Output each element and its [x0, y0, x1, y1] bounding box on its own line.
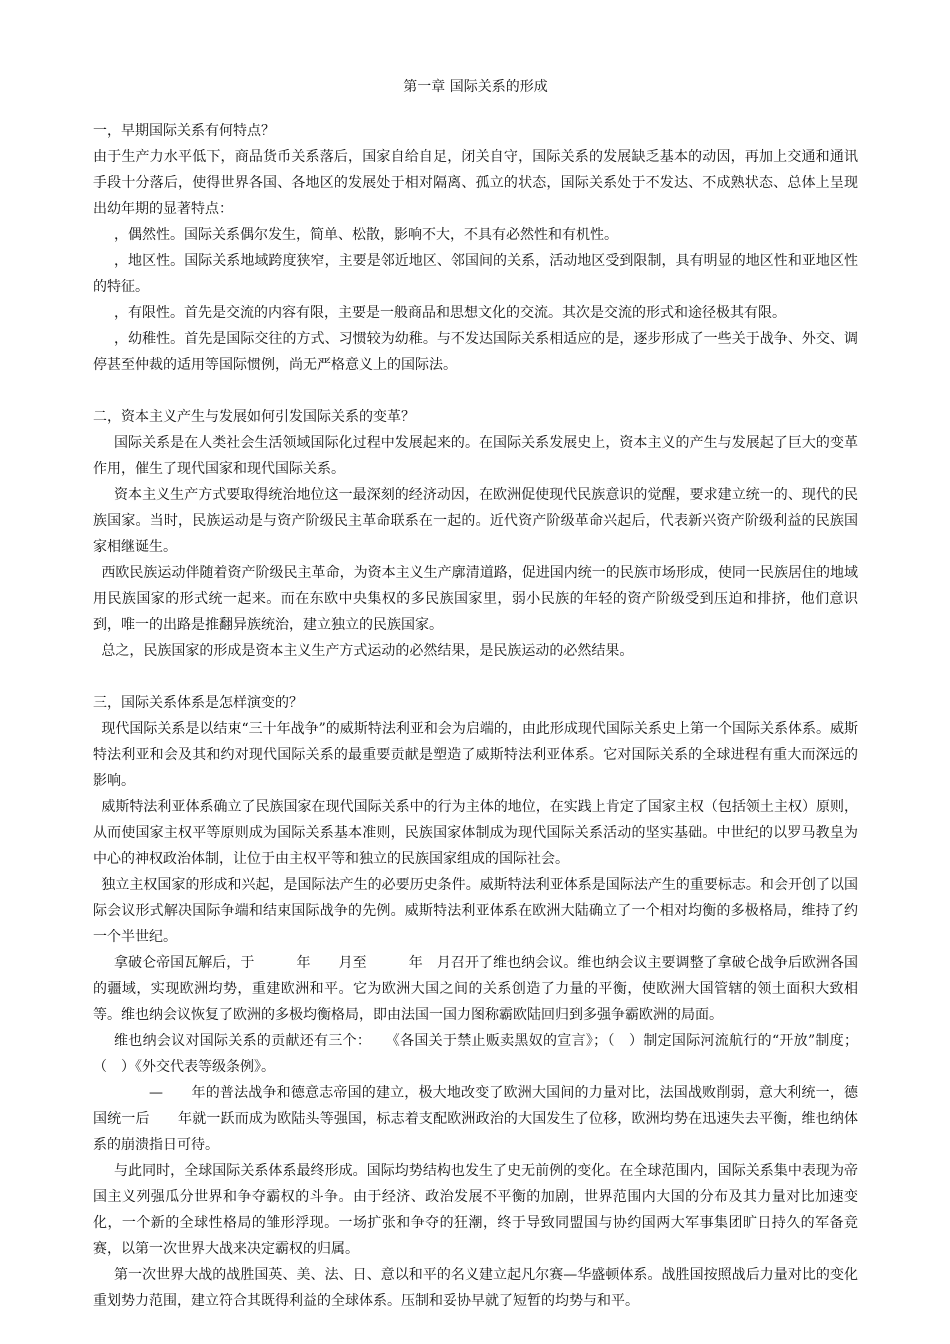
section-3 [93, 690, 858, 1314]
paragraph: 资本主义生产方式要取得统治地位这一最深刻的经济动因，在欧洲促使现代民族意识的觉醒，要求建立统一的、现代的民族国家。当时，民族运动是与资产阶级民主革命联系在一起的。近代资产阶级革命兴起后，代表新兴资产阶级利益的民族国家相继诞生。 [93, 487, 858, 555]
paragraph: 威斯特法利亚体系确立了民族国家在现代国际关系中的行为主体的地位，在实践上肯定了国家主权（包括领土主权）原则，从而使国家主权平等原则成为国际关系基本准则，民族国家体制成为现代国际关系活动的坚实基础。中世纪的以罗马教皇为中心的神权政治体制，让位于由主权平等和独立的民族国家组成的国际社会。 [93, 799, 858, 867]
paragraph: 维也纳会议对国际关系的贡献还有三个： 《各国关于禁止贩卖黑奴的宣言》；（ ）制定国际河流航行的“开放”制度；（ ）《外交代表等级条例》。 [93, 1033, 858, 1075]
list-item: ，偶然性。国际关系偶尔发生，简单、松散，影响不大，不具有必然性和有机性。 [114, 227, 618, 243]
section-heading: 二，资本主义产生与发展如何引发国际关系的变革？ [93, 409, 415, 425]
list-item: ，幼稚性。首先是国际交往的方式、习惯较为幼稚。与不发达国际关系相适应的是，逐步形成了一些关于战争、外交、调停甚至仲裁的适用等国际惯例，尚无严格意义上的国际法。 [93, 331, 858, 373]
section-heading: 一，早期国际关系有何特点？ [93, 123, 275, 139]
list-item: ，地区性。国际关系地域跨度狭窄，主要是邻近地区、邻国间的关系，活动地区受到限制，具有明显的地区性和亚地区性的特征。 [93, 253, 858, 295]
section-2 [93, 404, 858, 664]
document-page [93, 74, 858, 1340]
paragraph: 由于生产力水平低下，商品货币关系落后，国家自给自足，闭关自守，国际关系的发展缺乏基本的动因，再加上交通和通讯手段十分落后，使得世界各国、各地区的发展处于相对隔离、孤立的状态，国际关系处于不发达、不成熟状态、总体上呈现出幼年期的显著特点： [93, 149, 858, 217]
paragraph: 独立主权国家的形成和兴起，是国际法产生的必要历史条件。威斯特法利亚体系是国际法产生的重要标志。和会开创了以国际会议形式解决国际争端和结束国际战争的先例。威斯特法利亚体系在欧洲大陆确立了一个相对均衡的多极格局，维持了约一个半世纪。 [93, 877, 858, 945]
paragraph: — 年的普法战争和德意志帝国的建立，极大地改变了欧洲大国间的力量对比，法国战败削弱，意大利统一，德国统一后 年就一跃而成为欧陆头等强国，标志着支配欧洲政治的大国发生了位移，欧洲均势在迅速失去平衡，维也纳体系的崩溃指日可待。 [93, 1085, 858, 1153]
paragraph: 第一次世界大战的战胜国英、美、法、日、意以和平的名义建立起凡尔赛—华盛顿体系。战胜国按照战后力量对比的变化重划势力范围，建立符合其既得利益的全球体系。压制和妥协早就了短暂的均势与和平。 [93, 1267, 858, 1309]
paragraph: 总之，民族国家的形成是资本主义生产方式运动的必然结果，是民族运动的必然结果。 [101, 643, 634, 659]
paragraph: 国际关系是在人类社会生活领域国际化过程中发展起来的。在国际关系发展史上，资本主义的产生与发展起了巨大的变革作用，催生了现代国家和现代国际关系。 [93, 435, 858, 477]
section-1 [93, 118, 858, 378]
paragraph: 拿破仑帝国瓦解后，于 年 月至 年 月召开了维也纳会议。维也纳会议主要调整了拿破仑战争后欧洲各国的疆域，实现欧洲均势，重建欧洲和平。它为欧洲大国之间的关系创造了力量的平衡，使欧洲大国管辖的领土面积大致相等。维也纳会议恢复了欧洲的多极均衡格局，即由法国一国力图称霸欧陆回归到多强争霸欧洲的局面。 [93, 955, 858, 1023]
list-item: ，有限性。首先是交流的内容有限，主要是一般商品和思想文化的交流。其次是交流的形式和途径极其有限。 [114, 305, 786, 321]
paragraph: 西欧民族运动伴随着资产阶级民主革命，为资本主义生产廓清道路，促进国内统一的民族市场形成，使同一民族居住的地域用民族国家的形式统一起来。而在东欧中央集权的多民族国家里，弱小民族的年轻的资产阶级受到压迫和排挤，他们意识到，唯一的出路是推翻异族统治，建立独立的民族国家。 [93, 565, 858, 633]
paragraph: 现代国际关系是以结束“三十年战争”的威斯特法利亚和会为启端的，由此形成现代国际关系史上第一个国际关系体系。威斯特法利亚和会及其和约对现代国际关系的最重要贡献是塑造了威斯特法利亚体系。它对国际关系的全球进程有重大而深远的影响。 [93, 721, 858, 789]
paragraph: 与此同时，全球国际关系体系最终形成。国际均势结构也发生了史无前例的变化。在全球范围内，国际关系集中表现为帝国主义列强瓜分世界和争夺霸权的斗争。由于经济、政治发展不平衡的加剧，世界范围内大国的分布及其力量对比加速变化，一个新的全球性格局的雏形浮现。一场扩张和争夺的狂潮，终于导致同盟国与协约国两大军事集团旷日持久的军备竞赛，以第一次世界大战来决定霸权的归属。 [93, 1163, 858, 1257]
section-heading: 三，国际关系体系是怎样演变的？ [93, 695, 303, 711]
page-title: 第一章 国际关系的形成 [403, 79, 548, 95]
